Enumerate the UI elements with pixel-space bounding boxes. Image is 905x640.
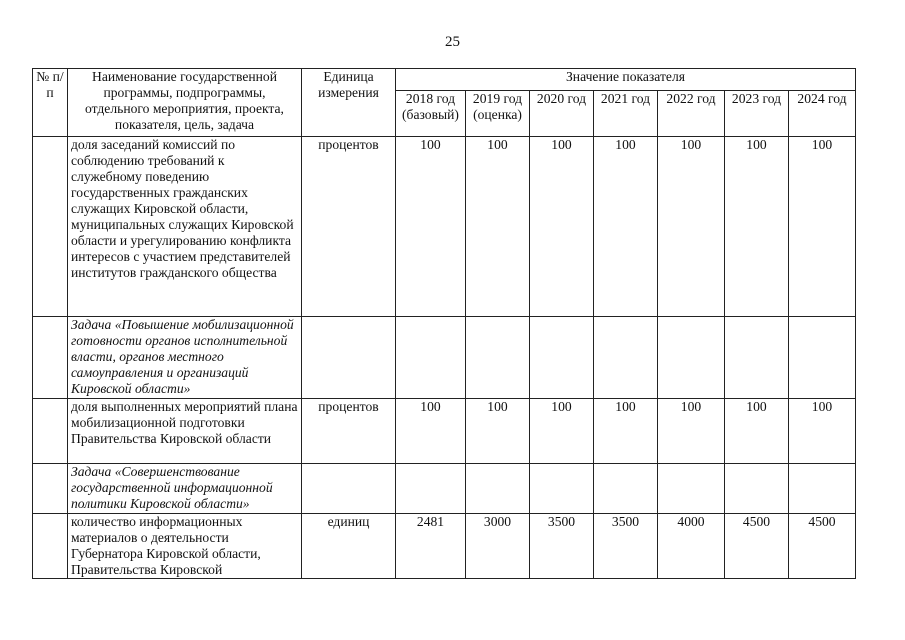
row-value: 4000 <box>658 514 725 579</box>
row-value <box>594 317 658 399</box>
row-value: 100 <box>658 137 725 317</box>
header-unit: Единица измерения <box>302 69 396 137</box>
row-name: Задача «Совершенствование государственной информационной политики Кировской области» <box>68 464 302 514</box>
row-value: 100 <box>396 399 466 464</box>
row-value <box>789 464 856 514</box>
row-value <box>396 317 466 399</box>
row-unit <box>302 464 396 514</box>
row-value <box>466 464 530 514</box>
row-value <box>789 317 856 399</box>
row-num <box>33 137 68 317</box>
row-unit: процентов <box>302 137 396 317</box>
table-row <box>33 137 856 317</box>
row-unit: процентов <box>302 399 396 464</box>
row-value: 100 <box>725 399 789 464</box>
row-value <box>594 464 658 514</box>
row-value <box>466 317 530 399</box>
row-value: 100 <box>594 137 658 317</box>
row-num <box>33 399 68 464</box>
row-unit: единиц <box>302 514 396 579</box>
table-row <box>33 514 856 579</box>
table-row <box>33 317 856 399</box>
row-value <box>396 464 466 514</box>
row-num <box>33 317 68 399</box>
header-year: 2023 год <box>725 91 789 137</box>
header-year: 2022 год <box>658 91 725 137</box>
table-row <box>33 464 856 514</box>
header-year: 2019 год (оценка) <box>466 91 530 137</box>
header-year: 2018 год (базовый) <box>396 91 466 137</box>
row-unit <box>302 317 396 399</box>
header-year: 2020 год <box>530 91 594 137</box>
row-value: 4500 <box>789 514 856 579</box>
row-value: 100 <box>725 137 789 317</box>
row-value: 100 <box>466 137 530 317</box>
row-value: 100 <box>789 399 856 464</box>
row-value <box>725 317 789 399</box>
row-value <box>530 317 594 399</box>
row-value: 100 <box>530 399 594 464</box>
row-value: 3000 <box>466 514 530 579</box>
row-value <box>658 317 725 399</box>
header-name: Наименование государственной программы, подпрограммы, отдельного мероприятия, проекта, показателя, цель, задача <box>68 69 302 137</box>
row-num <box>33 514 68 579</box>
row-name: Задача «Повышение мобилизационной готовности органов исполнительной власти, органов местного самоуправления и организаций Кировской области» <box>68 317 302 399</box>
row-value: 100 <box>530 137 594 317</box>
row-num <box>33 464 68 514</box>
row-value: 100 <box>594 399 658 464</box>
row-value: 2481 <box>396 514 466 579</box>
row-name: количество информационных материалов о деятельности Губернатора Кировской области, Правительства Кировской <box>68 514 302 579</box>
row-name: доля выполненных мероприятий плана мобилизационной подготовки Правительства Кировской области <box>68 399 302 464</box>
table-row <box>33 399 856 464</box>
row-value: 100 <box>396 137 466 317</box>
indicators-table <box>32 68 856 579</box>
row-value: 3500 <box>530 514 594 579</box>
row-value: 3500 <box>594 514 658 579</box>
header-year: 2021 год <box>594 91 658 137</box>
header-year: 2024 год <box>789 91 856 137</box>
header-num: № п/п <box>33 69 68 137</box>
row-value <box>658 464 725 514</box>
row-value: 4500 <box>725 514 789 579</box>
row-value <box>530 464 594 514</box>
row-value: 100 <box>789 137 856 317</box>
header-value-group: Значение показателя <box>396 69 856 91</box>
row-value: 100 <box>658 399 725 464</box>
row-value <box>725 464 789 514</box>
row-name: доля заседаний комиссий по соблюдению требований к служебному поведению государственных гражданских служащих Кировской области, муниципальных служащих Кировской области и урегулированию конфликта интересов с участием представителей институтов гражданского общества <box>68 137 302 317</box>
row-value: 100 <box>466 399 530 464</box>
page-number: 25 <box>445 34 460 50</box>
